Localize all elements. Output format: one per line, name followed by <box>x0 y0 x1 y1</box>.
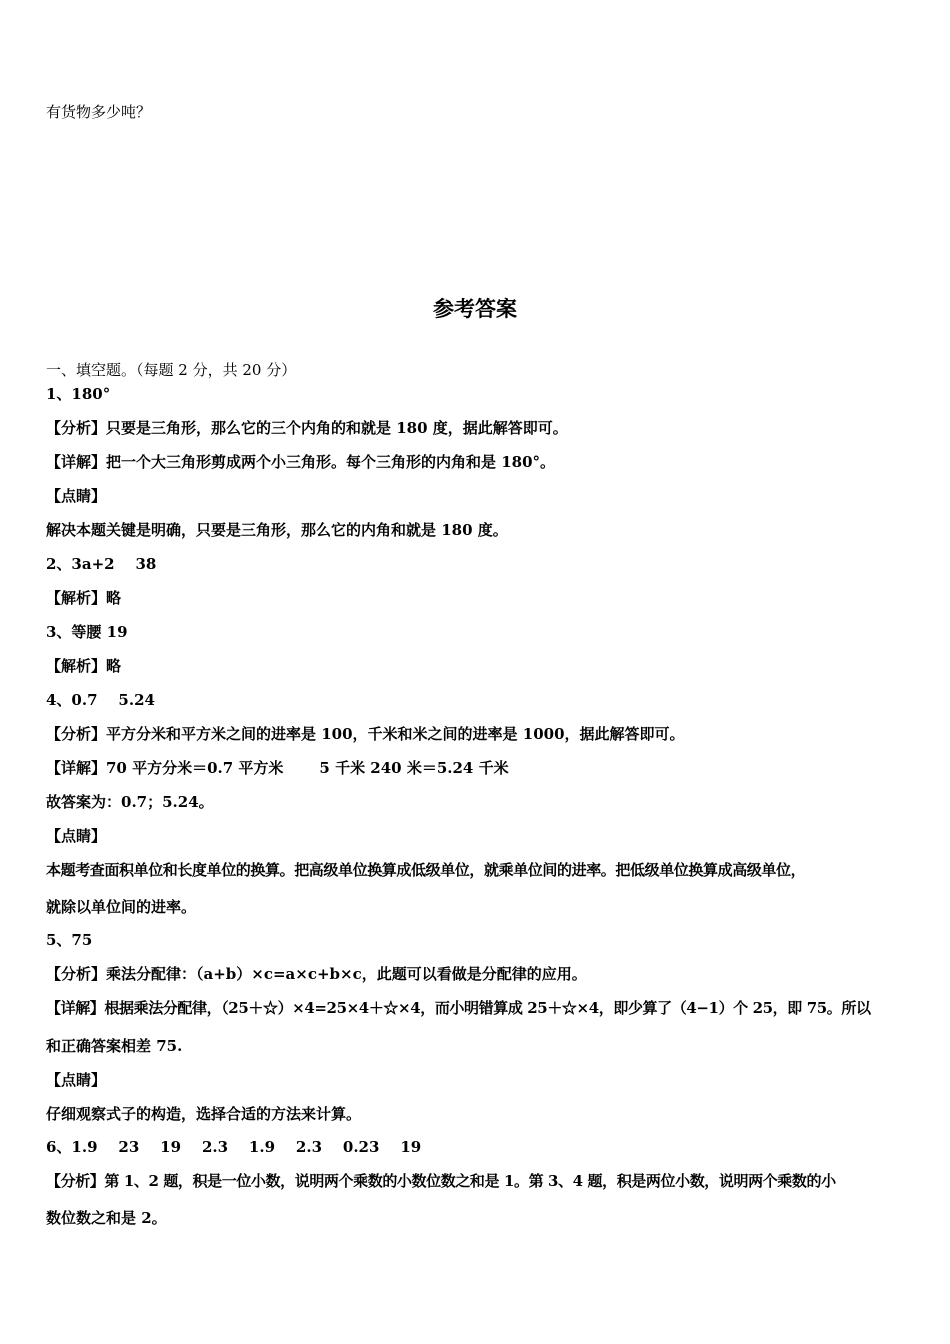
q4-detail <box>46 758 509 778</box>
q2-explain: 【解析】略 <box>46 589 122 607</box>
tail-text: 有货物多少吨？ <box>46 103 152 121</box>
q1-answer: 1、180° <box>46 385 111 403</box>
q6-answer: 6、1.9 23 19 2.3 1.9 2.3 0.23 19 <box>46 1138 422 1156</box>
q1-analysis: 【分析】只要是三角形，那么它的三个内角的和就是 180 度，据此解答即可。 <box>46 419 568 437</box>
q3-answer: 3、等腰 19 <box>46 623 128 641</box>
q5-comment-label: 【点睛】 <box>46 1071 107 1089</box>
page-title: 参考答案 <box>433 296 517 321</box>
q4-comment-label: 【点睛】 <box>46 827 107 845</box>
q4-conclusion: 故答案为：0.7；5.24。 <box>46 793 214 811</box>
q4-detail-b: 5 千米 240 米＝5.24 千米 <box>319 759 509 777</box>
q6-analysis-line-2: 数位数之和是 2。 <box>46 1209 167 1227</box>
q4-comment-line-2: 就除以单位间的进率。 <box>46 898 197 916</box>
q5-detail-line-2: 和正确答案相差 75. <box>46 1037 183 1055</box>
q1-comment-label: 【点睛】 <box>46 487 107 505</box>
q1-detail: 【详解】把一个大三角形剪成两个小三角形。每个三角形的内角和是 180°。 <box>46 453 556 471</box>
q3-explain: 【解析】略 <box>46 657 122 675</box>
q5-answer: 5、75 <box>46 931 93 949</box>
section-heading: 一、填空题。（每题 2 分，共 20 分） <box>46 361 297 379</box>
q5-analysis: 【分析】乘法分配律：（a+b）×c=a×c+b×c，此题可以看做是分配律的应用。 <box>46 965 587 983</box>
q4-analysis: 【分析】平方分米和平方米之间的进率是 100，千米和米之间的进率是 1000，据此解答即可。 <box>46 725 685 743</box>
q4-detail-a: 【详解】70 平方分米＝0.7 平方米 <box>46 759 284 777</box>
q4-answer: 4、0.7 5.24 <box>46 691 155 709</box>
q1-comment: 解决本题关键是明确，只要是三角形，那么它的内角和就是 180 度。 <box>46 521 508 539</box>
q2-answer: 2、3a+2 38 <box>46 555 157 573</box>
q4-comment-line-1: 本题考查面积单位和长度单位的换算。把高级单位换算成低级单位，就乘单位间的进率。把低级单位换算成高级单位， <box>46 861 806 879</box>
q6-analysis-line-1: 【分析】第 1、2 题，积是一位小数，说明两个乘数的小数位数之和是 1。第 3、4 题，积是两位小数，说明两个乘数的小 <box>46 1172 836 1190</box>
q5-comment: 仔细观察式子的构造，选择合适的方法来计算。 <box>46 1105 362 1123</box>
q5-detail-line-1: 【详解】根据乘法分配律，（25＋☆）×4=25×4＋☆×4，而小明错算成 25＋☆×4，即少算了（4−1）个 25，即 75。所以 <box>46 999 871 1017</box>
